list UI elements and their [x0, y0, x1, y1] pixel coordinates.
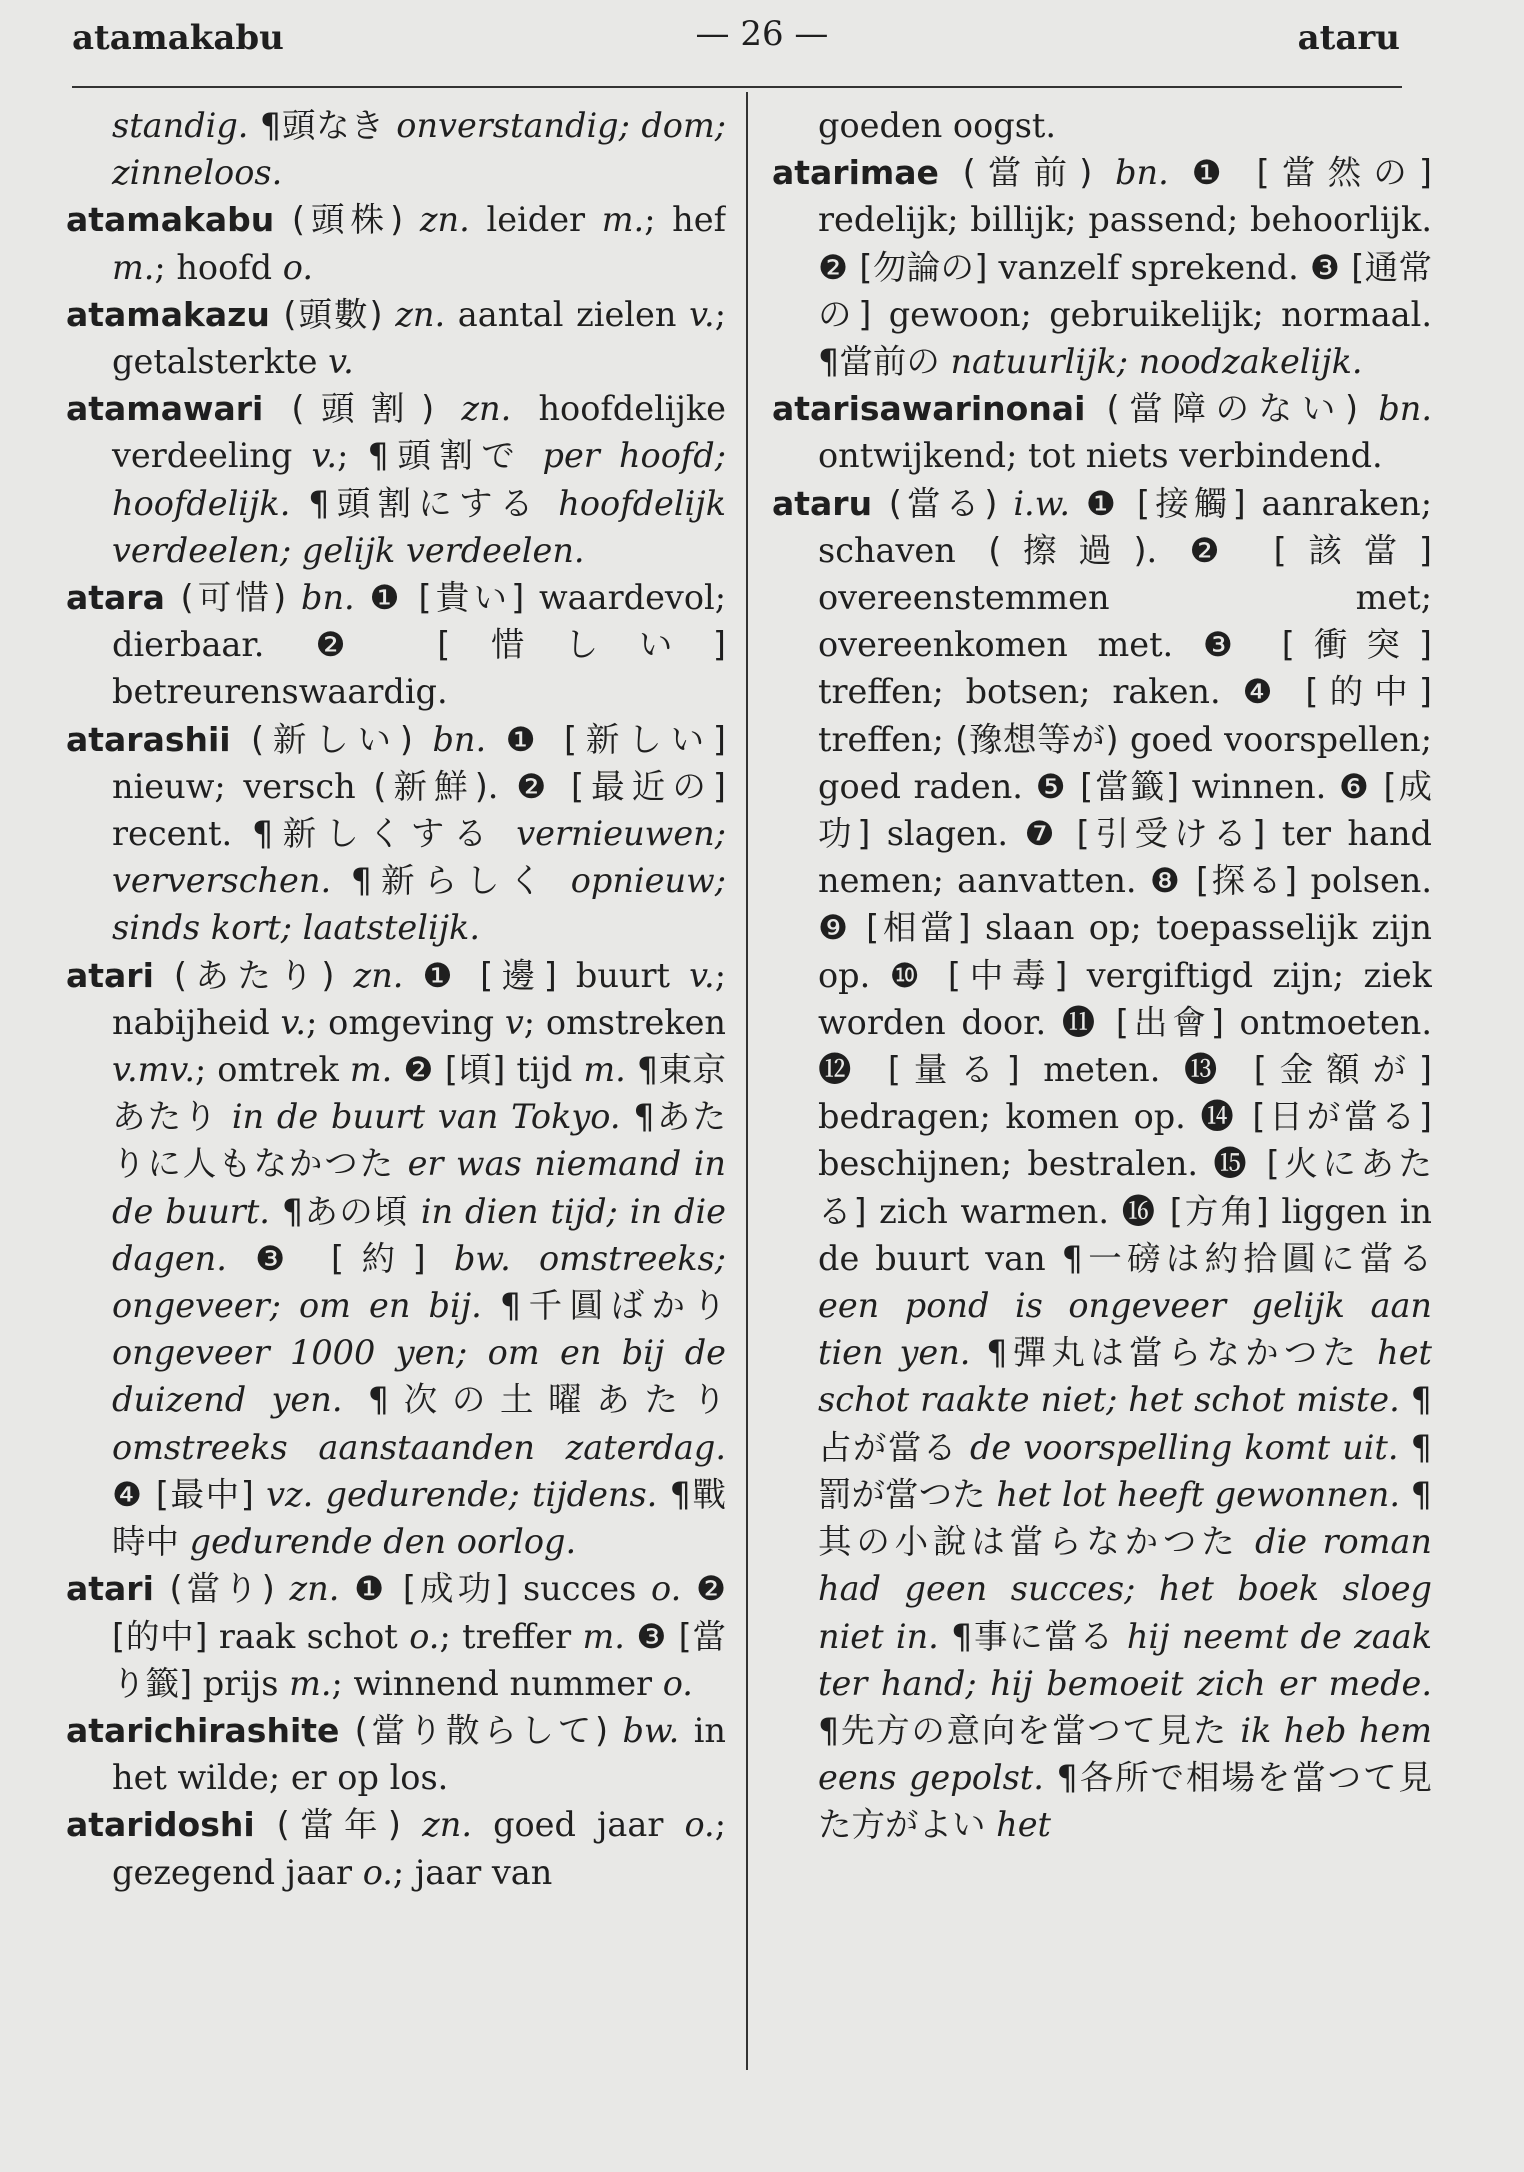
definition-text: ; nabijheid: [112, 955, 726, 1042]
japanese-text: (當前): [962, 153, 1116, 193]
japanese-text: (當る): [888, 483, 1014, 523]
definition-text: hij neemt de zaak ter hand; hij bemoeit zich er mede.: [818, 1616, 1432, 1703]
definition-text: v.: [689, 955, 715, 995]
japanese-text: ⓫ [出會]: [1061, 1002, 1240, 1042]
definition-text: o.: [662, 1663, 693, 1703]
definition-text: vernieuwen; ververschen.: [112, 814, 726, 901]
definition-text: ; jaar van: [392, 1852, 553, 1892]
japanese-text: ¶東京あたり: [112, 1050, 726, 1137]
dictionary-entry: [772, 480, 1432, 1849]
definition-text: hoofdelijk verdeelen; gelijk verdeelen.: [112, 483, 726, 570]
definition-text: aanraken; schaven: [818, 483, 1432, 570]
definition-text: raak schot: [218, 1616, 410, 1656]
japanese-text: ¶あたりに人もなかつた: [112, 1097, 726, 1184]
definition-text: slagen.: [886, 814, 1025, 854]
japanese-text: ⓯ [火にあたる]: [818, 1144, 1432, 1231]
dictionary-entry: [66, 291, 726, 385]
definition-text: slaan op; toepasselijk zijn op.: [818, 908, 1432, 995]
definition-text: ; omstreken: [523, 1002, 726, 1042]
headword: atarisawarinonai: [772, 389, 1107, 429]
japanese-text: ¶先方の意向を當つて見た: [818, 1710, 1241, 1750]
definition-text: zn.: [353, 955, 423, 995]
definition-text: buurt: [575, 955, 690, 995]
dictionary-entry: [772, 149, 1432, 385]
japanese-text: (あたり): [173, 955, 354, 995]
definition-text: vanzelf sprekend.: [998, 247, 1310, 287]
definition-text: beschijnen; bestralen.: [818, 1144, 1214, 1184]
japanese-text: (頭割): [291, 389, 462, 429]
definition-text: ; hef: [644, 200, 726, 240]
right-column: [772, 102, 1432, 2102]
definition-text: zn.: [395, 294, 458, 334]
definition-text: omstreeks aanstaanden zaterdag.: [112, 1427, 726, 1467]
dictionary-entry: [66, 1565, 726, 1707]
definition-text: [625, 1617, 636, 1656]
definition-text: bn.: [301, 578, 370, 618]
definition-text: [392, 1050, 403, 1089]
definition-text: natuurlijk; noodzakelijk.: [950, 342, 1363, 382]
dictionary-entry: [772, 102, 1432, 149]
definition-text: m.: [601, 200, 645, 240]
headword: ataridoshi: [66, 1805, 277, 1845]
japanese-text: ¶次の土曜あたり: [367, 1380, 726, 1420]
definition-text: v.: [328, 342, 354, 382]
definition-text: zich warmen.: [879, 1191, 1122, 1231]
definition-text: goed voorspellen; goed raden.: [818, 719, 1432, 806]
japanese-text: ¶新しくする: [252, 814, 517, 854]
definition-text: o.: [362, 1852, 393, 1892]
definition-text: goed jaar: [493, 1805, 685, 1845]
right-guide-word: ataru: [1297, 18, 1400, 58]
japanese-text: ¶あの頃: [281, 1191, 421, 1231]
dictionary-entry: [66, 1707, 726, 1801]
japanese-text: (當障のない): [1106, 389, 1379, 429]
headword: atari: [66, 1569, 170, 1609]
definition-text: ; omgeving: [306, 1002, 505, 1042]
definition-text: ter hand nemen; aanvatten.: [818, 814, 1432, 901]
definition-text: ;: [337, 436, 368, 476]
dictionary-entry: [66, 574, 726, 716]
definition-text: tijd: [516, 1050, 584, 1090]
japanese-text: ¶罰が當つた: [818, 1427, 1432, 1514]
definition-text: die roman had geen succes; het boek sloeg niet in.: [818, 1522, 1432, 1656]
definition-text: per hoofd; hoofdelijk.: [112, 436, 726, 523]
definition-text: o.: [684, 1805, 715, 1845]
japanese-text: ❶ [貴い]: [369, 578, 539, 618]
japanese-text: ¶頭割で: [367, 436, 543, 476]
japanese-text: ¶彈丸は當らなかつた: [986, 1333, 1378, 1373]
definition-text: standig.: [112, 106, 260, 145]
dictionary-entry: [66, 716, 726, 952]
headword: ataru: [772, 483, 889, 523]
japanese-text: ❹ [的中]: [1242, 672, 1432, 712]
definition-text: .: [487, 766, 517, 806]
japanese-text: ⓰ [方角]: [1121, 1191, 1282, 1231]
definition-text: [626, 1050, 637, 1089]
japanese-text: ❸ [衝突]: [1202, 625, 1432, 665]
japanese-text: (豫想等が): [955, 719, 1130, 759]
japanese-text: (新鮮): [373, 766, 488, 806]
running-header: [0, 14, 1524, 74]
definition-text: gedurende den oorlog.: [189, 1522, 577, 1562]
japanese-text: ❶ [接觸]: [1085, 483, 1262, 523]
japanese-text: ¶事に當る: [951, 1616, 1127, 1656]
definition-text: nieuw; versch: [112, 766, 374, 806]
definition-text: v.: [689, 294, 715, 334]
definition-text: bw.: [622, 1710, 694, 1750]
japanese-text: ❷ [該當]: [1189, 530, 1432, 570]
dictionary-entry: [772, 385, 1432, 479]
japanese-text: (新しい): [250, 719, 433, 759]
japanese-text: ❶ [邊]: [422, 955, 576, 995]
definition-text: treffen; botsen; raken.: [818, 672, 1243, 712]
definition-text: vz. gedurende; tijdens.: [266, 1474, 670, 1514]
header-rule: [72, 86, 1402, 88]
definition-text: zn.: [419, 200, 487, 240]
dictionary-entry: [66, 1801, 726, 1895]
japanese-text: ❸ [約]: [255, 1238, 454, 1278]
definition-text: v: [504, 1002, 524, 1042]
definition-text: o.: [282, 247, 313, 287]
definition-text: m.: [289, 1663, 332, 1703]
japanese-text: ¶戰時中: [112, 1474, 726, 1562]
japanese-text: ⓬ [量る]: [818, 1050, 1044, 1090]
japanese-text: ❹ [最中]: [112, 1474, 267, 1514]
headword: atara: [66, 578, 181, 618]
left-guide-word: atamakabu: [72, 18, 284, 58]
definition-text: goeden oogst.: [818, 106, 1057, 145]
definition-text: ontwijkend; tot niets verbindend.: [818, 436, 1383, 476]
japanese-text: ❷ [勿論の]: [818, 247, 999, 287]
japanese-text: (當年): [276, 1805, 423, 1845]
headword: atarimae: [772, 153, 963, 193]
japanese-text: ¶新らしく: [350, 861, 571, 901]
japanese-text: ¶各所で相場を當つて見た方がよい: [818, 1758, 1432, 1845]
dictionary-entry: [66, 385, 726, 574]
definition-text: polsen.: [1310, 861, 1432, 901]
definition-text: gewoon; gebruikelijk; normaal.: [888, 294, 1432, 334]
definition-text: redelijk; billijk; passend; behoorlijk.: [818, 200, 1432, 240]
japanese-text: ❸ [當り籤]: [112, 1616, 726, 1703]
dictionary-entry: [66, 196, 726, 290]
japanese-text: (擦過): [988, 530, 1147, 570]
definition-text: winnen.: [1191, 766, 1339, 806]
japanese-text: ¶一磅は約拾圓に當る: [1061, 1238, 1432, 1278]
japanese-text: ¶千圓ばかり: [499, 1286, 726, 1326]
definition-text: ; getalsterkte: [112, 294, 726, 382]
definition-text: er was niemand in de buurt.: [112, 1144, 726, 1231]
japanese-text: ❷ [惜しい]: [315, 625, 726, 665]
definition-text: ; gezegend jaar: [112, 1805, 726, 1892]
japanese-text: ❶ [新しい]: [505, 719, 726, 759]
japanese-text: ¶占が當る: [818, 1380, 1432, 1467]
definition-text: leider: [486, 200, 602, 240]
definition-text: meten.: [1043, 1050, 1184, 1090]
dictionary-entry: [66, 952, 726, 1566]
definition-text: bn.: [1115, 153, 1192, 193]
definition-text: het lot heeft gewonnen.: [996, 1474, 1411, 1514]
definition-text: m.: [349, 1050, 393, 1090]
japanese-text: (頭數): [283, 294, 396, 334]
definition-text: ; treffer: [439, 1616, 583, 1656]
japanese-text: ❽ [探る]: [1149, 861, 1311, 901]
left-column: [66, 102, 726, 2102]
definition-text: ; omtrek: [194, 1050, 350, 1090]
definition-text: ; winnend nummer: [331, 1663, 663, 1703]
headword: atamawari: [66, 389, 292, 429]
page-number: — 26 —: [695, 14, 829, 54]
japanese-text: ❷ [的中]: [112, 1569, 726, 1656]
definition-text: i.w.: [1013, 483, 1086, 523]
definition-text: opnieuw; sinds kort; laatstelijk.: [112, 861, 726, 948]
definition-text: onverstandig; dom; zinneloos.: [112, 106, 726, 193]
definition-text: m.: [112, 247, 155, 287]
definition-text: v.: [280, 1002, 307, 1042]
japanese-text: ⓮ [日が當る]: [1200, 1097, 1432, 1137]
definition-text: vergiftigd zijn; ziek worden door.: [818, 955, 1432, 1042]
definition-text: bw. omstreeks; ongeveer; om en bij.: [112, 1238, 726, 1326]
definition-text: zn.: [289, 1569, 355, 1609]
definition-text: o.: [409, 1616, 440, 1656]
definition-text: recent.: [112, 814, 253, 854]
definition-text: het schot raakte niet; het schot miste.: [818, 1333, 1432, 1420]
definition-text: [681, 1569, 696, 1608]
definition-text: betreurenswaardig.: [112, 672, 448, 712]
japanese-text: ¶頭割にする: [308, 483, 559, 523]
japanese-text: ¶其の小說は當らなかつた: [818, 1474, 1432, 1562]
definition-text: .: [1146, 530, 1190, 570]
japanese-text: (可惜): [180, 578, 301, 618]
definition-text: waardevol; dierbaar.: [112, 578, 726, 665]
japanese-text: ⓭ [金額が]: [1183, 1050, 1432, 1090]
definition-text: ongeveer 1000 yen; om en bij de duizend yen.: [112, 1333, 726, 1420]
definition-text: prijs: [202, 1663, 290, 1703]
definition-text: succes: [522, 1569, 651, 1609]
definition-text: v.: [311, 436, 338, 476]
definition-text: het: [996, 1805, 1052, 1845]
definition-text: overeenstemmen met; overeenkomen met.: [818, 578, 1432, 665]
japanese-text: ❼ [引受ける]: [1024, 814, 1282, 854]
definition-text: treffen;: [818, 719, 956, 759]
definition-text: zn.: [461, 389, 539, 429]
japanese-text: (當り): [169, 1569, 290, 1609]
definition-text: bn.: [1378, 389, 1432, 429]
definition-text: bn.: [432, 719, 506, 759]
japanese-text: ❶ [成功]: [354, 1569, 523, 1609]
japanese-text: ❶ [當然の]: [1191, 153, 1432, 193]
japanese-text: ❸ [通常の]: [818, 247, 1432, 334]
definition-text: aantal zielen: [457, 294, 690, 334]
definition-text: m.: [582, 1616, 625, 1656]
japanese-text: (當り散らして): [354, 1710, 623, 1750]
japanese-text: ¶頭なき: [259, 106, 397, 145]
japanese-text: ¶當前の: [818, 342, 951, 382]
japanese-text: ❻ [成功]: [818, 766, 1432, 854]
definition-text: ik heb hem eens gepolst.: [818, 1710, 1432, 1798]
japanese-text: ❷ [頃]: [403, 1050, 517, 1090]
definition-text: bedragen; komen op.: [818, 1097, 1201, 1137]
japanese-text: ❷ [最近の]: [516, 766, 726, 806]
definition-text: hoofdelijke verdeeling: [112, 389, 726, 476]
definition-text: ; hoofd: [154, 247, 283, 287]
headword: atamakabu: [66, 200, 292, 240]
japanese-text: ❿ [中毒]: [889, 955, 1087, 995]
definition-text: de voorspelling komt uit.: [969, 1427, 1411, 1467]
headword: atamakazu: [66, 294, 284, 334]
definition-text: in het wilde; er op los.: [112, 1710, 726, 1798]
definition-text: v.mv.: [112, 1050, 195, 1090]
headword: atari: [66, 955, 174, 995]
definition-text: in dien tijd; in die dagen.: [112, 1191, 726, 1278]
definition-text: in de buurt van Tokyo.: [231, 1097, 634, 1137]
japanese-text: ❺ [當籤]: [1035, 766, 1192, 806]
definition-text: een pond is ongeveer gelijk aan tien yen.: [818, 1286, 1432, 1373]
headword: atarashii: [66, 719, 251, 759]
definition-text: zn.: [422, 1805, 494, 1845]
definition-text: o.: [650, 1569, 682, 1609]
japanese-text: (頭株): [291, 200, 420, 240]
dictionary-entry: [66, 102, 726, 196]
japanese-text: ❾ [相當]: [818, 908, 985, 948]
definition-text: ontmoeten.: [1239, 1002, 1432, 1042]
definition-text: liggen in de buurt van: [818, 1191, 1432, 1278]
definition-text: m.: [583, 1050, 626, 1090]
headword: atarichirashite: [66, 1710, 355, 1750]
column-divider: [746, 92, 748, 2070]
